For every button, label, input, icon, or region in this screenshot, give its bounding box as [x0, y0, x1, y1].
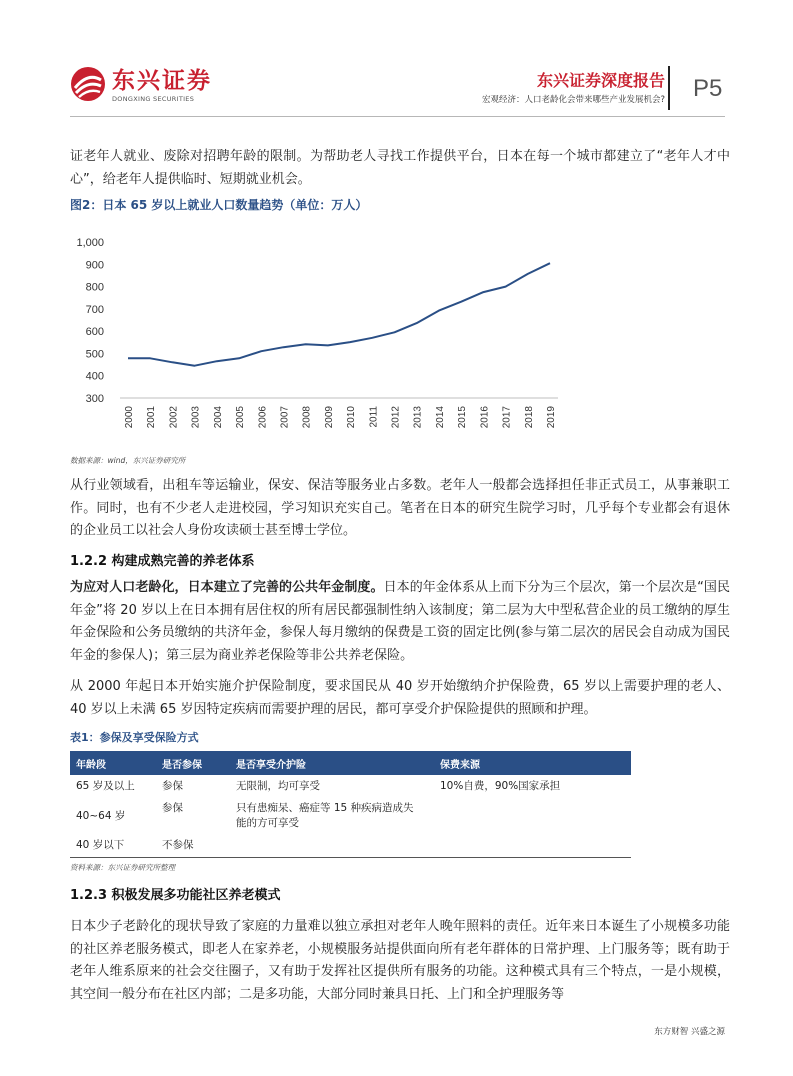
x-tick-label: 2013 [412, 406, 424, 429]
section-heading-1-2-3: 1.2.3 积极发展多功能社区养老模式 [70, 888, 281, 903]
figure-source: 数据来源：wind，东兴证券研究所 [70, 456, 186, 465]
table-cell: 参保 [162, 802, 183, 814]
table-cell: 无限制，均可享受 [236, 780, 320, 792]
table-source: 资料来源：东兴证券研究所整理 [70, 863, 175, 872]
x-tick-label: 2008 [301, 406, 313, 429]
table-header-cell: 保费来源 [434, 751, 631, 775]
y-tick-label: 1,000 [76, 237, 104, 249]
table-row [70, 775, 631, 797]
insurance-table [70, 751, 631, 855]
table-cell [434, 834, 631, 855]
industry-paragraph: 从行业领域看，出租车等运输业，保安、保洁等服务业占多数。老年人一般都会选择担任非正式员工，从事兼职工作。同时，也有不少老人走进校园，学习知识充实自己。笔者在日本的研究生院学习时，几乎每个专业都会有退休的企业员工以社会人身份攻读硕士甚至博士学位。 [70, 478, 730, 538]
x-tick-label: 2011 [368, 406, 380, 428]
x-tick-label: 2019 [546, 406, 557, 429]
x-tick-label: 2001 [146, 406, 158, 429]
pension-lead-sentence: 为应对人口老龄化，日本建立了完善的公共年金制度。 [70, 580, 384, 595]
x-tick-label: 2010 [346, 406, 358, 429]
header-divider [668, 66, 670, 110]
nursing-care-paragraph: 从 2000 年起日本开始实施介护保险制度，要求国民从 40 岁开始缴纳介护保险费，65 岁以上需要护理的老人、40 岁以上未满 65 岁因特定疾病而需要护理的居民，都可享受介护保险提供的照顾和护理。 [70, 679, 730, 717]
table-cell: 不参保 [162, 839, 194, 851]
pension-paragraph-body: 日本的年金体系从上而下分为三个层次，第一个层次是“国民年金”将 20 岁以上在日本拥有居住权的所有居民都强制性纳入该制度；第二层为大中型私营企业的员工缴纳的厚生年金保险和公务员缴纳的共济年金，参保人每月缴纳的保费是工资的固定比例(参与第二层次的居民会自动成为国民年金的参保人)；第三层为商业养老保险等非公共养老保险。 [70, 580, 730, 663]
footer-slogan: 东方财智 兴盛之源 [654, 1027, 725, 1037]
y-tick-label: 600 [85, 326, 104, 339]
table-header-row [70, 751, 631, 775]
employment-line-chart [70, 228, 570, 438]
table-cell: 40 岁以下 [76, 839, 125, 851]
intro-paragraph: 证老年人就业、废除对招聘年龄的限制。为帮助老人寻找工作提供平台，日本在每一个城市都建立了“老年人才中心”，给老年人提供临时、短期就业机会。 [70, 149, 730, 187]
x-tick-label: 2004 [212, 406, 224, 429]
x-tick-label: 2009 [323, 406, 335, 429]
table-cell: 65 岁及以上 [76, 780, 135, 792]
y-tick-label: 900 [85, 259, 104, 272]
x-tick-label: 2007 [279, 406, 291, 429]
table-cell: 40~64 岁 [76, 810, 126, 822]
x-tick-label: 2003 [190, 406, 202, 429]
report-title: 东兴证券深度报告 [536, 71, 665, 90]
page-number: P5 [693, 75, 723, 102]
table-cell: 只有患痴呆、癌症等 15 种疾病造成失能的方可享受 [236, 802, 414, 829]
report-subtitle: 宏观经济：人口老龄化会带来哪些产业发展机会? [481, 95, 665, 105]
x-tick-label: 2015 [457, 406, 469, 429]
table-cell: 参保 [162, 780, 183, 792]
x-tick-label: 2002 [168, 406, 180, 429]
table-cell [434, 797, 631, 834]
x-tick-label: 2016 [479, 406, 491, 429]
x-tick-label: 2012 [390, 406, 402, 429]
table-title: 表1：参保及享受保险方式 [70, 731, 199, 744]
y-tick-label: 400 [85, 370, 104, 383]
series-line [128, 263, 550, 366]
table-header-cell: 是否参保 [156, 751, 230, 775]
figure-title: 图2：日本 65 岁以上就业人口数量趋势（单位：万人） [70, 198, 368, 212]
y-tick-label: 800 [85, 281, 104, 294]
table-cell: 10%自费，90%国家承担 [440, 780, 561, 792]
logo-chinese-name: 东兴证券 [112, 68, 212, 94]
company-logo-icon [70, 66, 106, 102]
pension-paragraph [70, 577, 730, 667]
table-row [70, 834, 631, 855]
x-tick-label: 2017 [501, 406, 513, 429]
community-care-paragraph: 日本少子老龄化的现状导致了家庭的力量难以独立承担对老年人晚年照料的责任。近年来日本诞生了小规模多功能的社区养老服务模式，即老人在家养老，小规模服务站提供面向所有老年群体的日常护理、上门服务等；既有助于老年人维系原来的社会交往圈子，又有助于发挥社区提供所有服务的功能。这种模式具有三个特点，一是小规模，其空间一般分布在社区内部；二是多功能，大部分同时兼具日托、上门和全护理服务等 [70, 919, 730, 1002]
x-tick-label: 2006 [257, 406, 269, 429]
x-tick-label: 2014 [434, 406, 446, 429]
y-tick-label: 700 [85, 303, 104, 316]
table-cell [230, 834, 434, 855]
logo-english-name: DONGXING SECURITIES [112, 95, 195, 103]
table-bottom-rule [70, 857, 631, 858]
y-tick-label: 300 [85, 393, 104, 405]
table-row [70, 797, 631, 834]
x-tick-label: 2005 [235, 406, 247, 429]
table-header-cell: 年龄段 [70, 751, 156, 775]
section-heading-1-2-2: 1.2.2 构建成熟完善的养老体系 [70, 554, 255, 569]
x-tick-label: 2018 [523, 406, 535, 429]
y-tick-label: 500 [85, 348, 104, 361]
header-rule [70, 116, 725, 117]
x-tick-label: 2000 [124, 406, 135, 429]
table-header-cell: 是否享受介护险 [230, 751, 434, 775]
